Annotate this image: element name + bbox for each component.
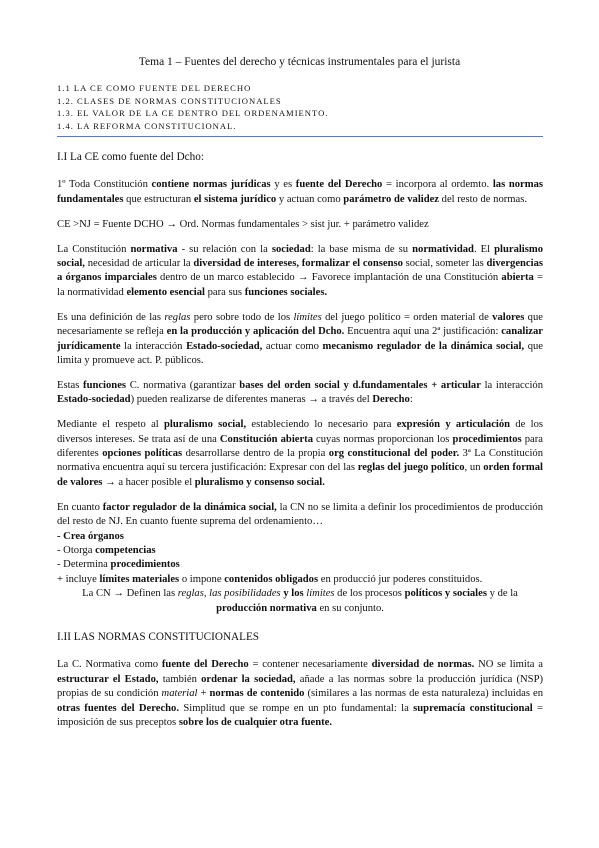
toc-item: 1.4. LA REFORMA CONSTITUCIONAL. bbox=[57, 120, 237, 131]
paragraph: Es una definición de las reglas pero sobre todo de los límites del juego político = orden material de valores que necesariamente se refleja en la producción y aplicación del Dcho. Encuentra aquí una 2ª justificación: canalizar jurídicamente la interacción Estado-sociedad, actuar como mecanismo regulador de la dinámica social, que limita y promueve act. P. públicos. bbox=[57, 311, 543, 366]
paragraph-centered: La CN → Definen las reglas, las posibilidades y los límites de los procesos políticos y sociales y de la producción normativa en su conjunto. bbox=[82, 588, 518, 614]
document-title: Tema 1 – Fuentes del derecho y técnicas instrumentales para el jurista bbox=[138, 56, 461, 68]
section-heading-1: I.I La CE como fuente del Dcho: bbox=[57, 151, 204, 163]
paragraph: 1º Toda Constitución contiene normas jurídicas y es fuente del Derecho = incorpora al ordemto. las normas fundamentales que estructuran el sistema jurídico y actuan como parámetro de validez del resto de normas. bbox=[57, 179, 543, 205]
list-item: - Crea órganos bbox=[57, 530, 124, 542]
toc-item: 1.2. CLASES DE NORMAS CONSTITUCIONALES bbox=[57, 95, 282, 106]
paragraph: Estas funciones C. normativa (garantizar bases del orden social y d.fundamentales + articular la interacción Estado-sociedad) pueden realizarse de diferentes maneras → a través del Derecho: bbox=[57, 379, 543, 406]
list-item: - Otorga competencias bbox=[57, 544, 156, 556]
paragraph: + incluye límites materiales o impone contenidos obligados en producció jur poderes constituidos. bbox=[57, 573, 483, 585]
table-of-contents bbox=[57, 82, 543, 132]
document-body bbox=[57, 150, 543, 730]
list-item: - Determina procedimientos bbox=[57, 559, 180, 571]
paragraph: En cuanto factor regulador de la dinámica social, la CN no se limita a definir los procedimientos de producción del resto de NJ. En cuanto fuente suprema del ordenamiento… bbox=[57, 501, 544, 528]
paragraph: La Constitución normativa - su relación con la sociedad: la base misma de su normatividad. El pluralismo social, necesidad de articular la diversidad de intereses, formalizar el consenso social, someter las divergencias a órganos imparciales dentro de un marco establecido → Favorece implantación de una Constitución abierta = la normatividad elemento esencial para sus funciones sociales. bbox=[57, 243, 543, 298]
paragraph: Mediante el respeto al pluralismo social, estableciendo lo necesario para expresión y articulación de los diversos intereses. Se trata así de una Constitución abierta cuyas normas proporcionan los procedimientos para diferentes opciones políticas desarrollarse dentro de la propia org constitucional del poder. 3ª La Constitución normativa encuentra aquí su tercera justificación: Expresar con del las reglas del juego político, un orden formal de valores → a hacer posible el pluralismo y consenso social. bbox=[57, 419, 543, 488]
section-divider bbox=[57, 136, 543, 137]
toc-item: 1.3. EL VALOR DE LA CE DENTRO DEL ORDENAMIENTO. bbox=[57, 108, 329, 118]
formula-line: CE >NJ = Fuente DCHO → Ord. Normas fundamentales > sist jur. + parámetro validez bbox=[57, 218, 429, 230]
paragraph: La C. Normativa como fuente del Derecho = contener necesariamente diversidad de normas. NO se limita a estructurar el Estado, también ordenar la sociedad, añade a las normas sobre la producción jurídica (NSP) propias de su condición material + normas de contenido (similares a las normas de esta naturaleza) incluidas en otras fuentes del Derecho. Simplitud que se rompe en un pto fundamental: la supremacía constitucional = imposición de sus preceptos sobre los de cualquier otra fuente. bbox=[57, 659, 544, 728]
toc-item: 1.1 LA CE COMO FUENTE DEL DERECHO bbox=[57, 83, 252, 93]
section-heading-2: I.II LAS NORMAS CONSTITUCIONALES bbox=[57, 630, 259, 643]
